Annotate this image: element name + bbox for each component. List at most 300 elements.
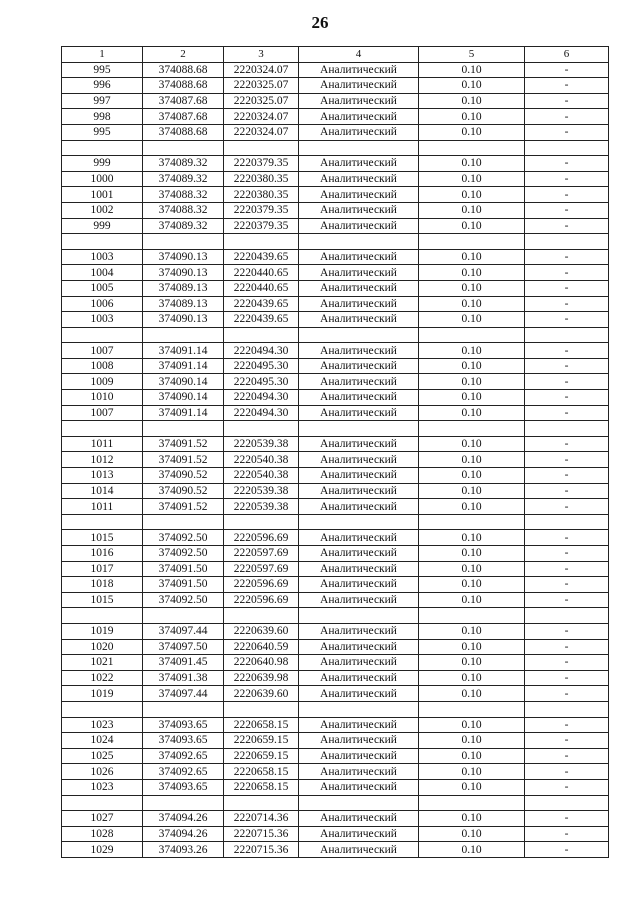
y-coordinate-cell: 2220658.15: [224, 764, 299, 780]
x-coordinate-cell: 374094.26: [143, 811, 224, 827]
description-cell: -: [525, 171, 609, 187]
y-coordinate-cell: 2220494.30: [224, 405, 299, 421]
description-cell: -: [525, 733, 609, 749]
point-number-cell: [62, 421, 143, 437]
description-cell: -: [525, 358, 609, 374]
x-coordinate-cell: 374089.32: [143, 171, 224, 187]
table-row: [62, 93, 609, 109]
description-cell: -: [525, 561, 609, 577]
description-cell: -: [525, 764, 609, 780]
method-cell: Аналитический: [299, 436, 419, 452]
y-coordinate-cell: 2220596.69: [224, 577, 299, 593]
method-cell: Аналитический: [299, 639, 419, 655]
method-cell: Аналитический: [299, 842, 419, 858]
method-cell: Аналитический: [299, 358, 419, 374]
method-cell: Аналитический: [299, 733, 419, 749]
point-number-cell: 999: [62, 218, 143, 234]
y-coordinate-cell: 2220379.35: [224, 156, 299, 172]
point-number-cell: 1019: [62, 623, 143, 639]
x-coordinate-cell: [143, 140, 224, 156]
description-cell: -: [525, 670, 609, 686]
y-coordinate-cell: 2220639.60: [224, 623, 299, 639]
y-coordinate-cell: 2220659.15: [224, 733, 299, 749]
y-coordinate-cell: 2220325.07: [224, 78, 299, 94]
y-coordinate-cell: [224, 421, 299, 437]
description-cell: -: [525, 249, 609, 265]
y-coordinate-cell: 2220639.98: [224, 670, 299, 686]
description-cell: [525, 140, 609, 156]
table-row: [62, 779, 609, 795]
column-header: 1: [62, 47, 143, 63]
y-coordinate-cell: [224, 701, 299, 717]
table-row: [62, 62, 609, 78]
method-cell: Аналитический: [299, 826, 419, 842]
y-coordinate-cell: 2220439.65: [224, 296, 299, 312]
x-coordinate-cell: 374087.68: [143, 109, 224, 125]
y-coordinate-cell: 2220715.36: [224, 826, 299, 842]
accuracy-cell: 0.10: [419, 733, 525, 749]
table-row: [62, 171, 609, 187]
point-number-cell: 1019: [62, 686, 143, 702]
description-cell: -: [525, 592, 609, 608]
table-row: [62, 608, 609, 624]
y-coordinate-cell: 2220597.69: [224, 546, 299, 562]
description-cell: [525, 514, 609, 530]
point-number-cell: 1007: [62, 343, 143, 359]
method-cell: Аналитический: [299, 499, 419, 515]
x-coordinate-cell: 374087.68: [143, 93, 224, 109]
x-coordinate-cell: [143, 327, 224, 343]
x-coordinate-cell: 374090.14: [143, 374, 224, 390]
x-coordinate-cell: 374090.13: [143, 312, 224, 328]
x-coordinate-cell: 374090.14: [143, 390, 224, 406]
description-cell: -: [525, 280, 609, 296]
description-cell: -: [525, 811, 609, 827]
point-number-cell: 1015: [62, 530, 143, 546]
accuracy-cell: 0.10: [419, 592, 525, 608]
accuracy-cell: 0.10: [419, 499, 525, 515]
table-row: [62, 655, 609, 671]
table-row: [62, 842, 609, 858]
description-cell: [525, 327, 609, 343]
table-row: [62, 296, 609, 312]
point-number-cell: 1020: [62, 639, 143, 655]
description-cell: -: [525, 639, 609, 655]
method-cell: Аналитический: [299, 343, 419, 359]
table-row: [62, 234, 609, 250]
description-cell: -: [525, 452, 609, 468]
x-coordinate-cell: 374091.52: [143, 436, 224, 452]
description-cell: [525, 421, 609, 437]
x-coordinate-cell: 374094.26: [143, 826, 224, 842]
accuracy-cell: [419, 701, 525, 717]
table-header-row: [62, 47, 609, 63]
point-number-cell: 1014: [62, 483, 143, 499]
x-coordinate-cell: 374092.50: [143, 530, 224, 546]
x-coordinate-cell: 374091.14: [143, 358, 224, 374]
method-cell: [299, 608, 419, 624]
y-coordinate-cell: 2220380.35: [224, 171, 299, 187]
point-number-cell: 1000: [62, 171, 143, 187]
x-coordinate-cell: 374093.26: [143, 842, 224, 858]
y-coordinate-cell: 2220539.38: [224, 499, 299, 515]
x-coordinate-cell: 374088.68: [143, 78, 224, 94]
y-coordinate-cell: 2220640.59: [224, 639, 299, 655]
table-row: [62, 811, 609, 827]
method-cell: Аналитический: [299, 187, 419, 203]
table-row: [62, 436, 609, 452]
accuracy-cell: 0.10: [419, 202, 525, 218]
point-number-cell: [62, 514, 143, 530]
method-cell: Аналитический: [299, 483, 419, 499]
point-number-cell: 997: [62, 93, 143, 109]
method-cell: Аналитический: [299, 748, 419, 764]
table-row: [62, 374, 609, 390]
accuracy-cell: 0.10: [419, 779, 525, 795]
y-coordinate-cell: [224, 795, 299, 811]
x-coordinate-cell: 374091.52: [143, 452, 224, 468]
table-row: [62, 514, 609, 530]
y-coordinate-cell: 2220539.38: [224, 483, 299, 499]
method-cell: Аналитический: [299, 390, 419, 406]
y-coordinate-cell: 2220324.07: [224, 124, 299, 140]
x-coordinate-cell: 374091.14: [143, 405, 224, 421]
point-number-cell: 1018: [62, 577, 143, 593]
description-cell: -: [525, 109, 609, 125]
y-coordinate-cell: 2220439.65: [224, 249, 299, 265]
y-coordinate-cell: 2220324.07: [224, 62, 299, 78]
table-row: [62, 639, 609, 655]
accuracy-cell: 0.10: [419, 748, 525, 764]
point-number-cell: 1011: [62, 436, 143, 452]
point-number-cell: [62, 701, 143, 717]
description-cell: -: [525, 655, 609, 671]
accuracy-cell: [419, 234, 525, 250]
x-coordinate-cell: 374090.13: [143, 265, 224, 281]
method-cell: Аналитический: [299, 811, 419, 827]
x-coordinate-cell: 374092.65: [143, 764, 224, 780]
accuracy-cell: 0.10: [419, 764, 525, 780]
point-number-cell: 1013: [62, 468, 143, 484]
method-cell: Аналитический: [299, 623, 419, 639]
table-row: [62, 795, 609, 811]
method-cell: Аналитический: [299, 452, 419, 468]
point-number-cell: 1010: [62, 390, 143, 406]
description-cell: -: [525, 826, 609, 842]
column-header: 3: [224, 47, 299, 63]
accuracy-cell: 0.10: [419, 546, 525, 562]
table-row: [62, 623, 609, 639]
x-coordinate-cell: [143, 608, 224, 624]
description-cell: -: [525, 686, 609, 702]
method-cell: [299, 514, 419, 530]
method-cell: Аналитический: [299, 577, 419, 593]
table-row: [62, 717, 609, 733]
y-coordinate-cell: [224, 327, 299, 343]
table-row: [62, 140, 609, 156]
x-coordinate-cell: [143, 234, 224, 250]
accuracy-cell: 0.10: [419, 842, 525, 858]
point-number-cell: [62, 140, 143, 156]
x-coordinate-cell: [143, 421, 224, 437]
table-row: [62, 124, 609, 140]
description-cell: -: [525, 343, 609, 359]
accuracy-cell: [419, 514, 525, 530]
table-row: [62, 686, 609, 702]
method-cell: Аналитический: [299, 764, 419, 780]
column-header: 4: [299, 47, 419, 63]
point-number-cell: 1004: [62, 265, 143, 281]
x-coordinate-cell: 374091.50: [143, 561, 224, 577]
accuracy-cell: 0.10: [419, 717, 525, 733]
method-cell: Аналитический: [299, 530, 419, 546]
x-coordinate-cell: 374093.65: [143, 733, 224, 749]
y-coordinate-cell: 2220494.30: [224, 343, 299, 359]
method-cell: Аналитический: [299, 592, 419, 608]
method-cell: Аналитический: [299, 62, 419, 78]
x-coordinate-cell: 374089.32: [143, 218, 224, 234]
accuracy-cell: 0.10: [419, 343, 525, 359]
table-row: [62, 327, 609, 343]
accuracy-cell: 0.10: [419, 358, 525, 374]
y-coordinate-cell: 2220640.98: [224, 655, 299, 671]
y-coordinate-cell: 2220379.35: [224, 202, 299, 218]
x-coordinate-cell: [143, 701, 224, 717]
description-cell: -: [525, 78, 609, 94]
description-cell: -: [525, 296, 609, 312]
point-number-cell: 1003: [62, 312, 143, 328]
accuracy-cell: 0.10: [419, 686, 525, 702]
description-cell: -: [525, 156, 609, 172]
accuracy-cell: [419, 421, 525, 437]
point-number-cell: 1002: [62, 202, 143, 218]
description-cell: [525, 701, 609, 717]
y-coordinate-cell: 2220440.65: [224, 280, 299, 296]
table-row: [62, 390, 609, 406]
point-number-cell: 1015: [62, 592, 143, 608]
method-cell: Аналитический: [299, 202, 419, 218]
accuracy-cell: 0.10: [419, 811, 525, 827]
description-cell: -: [525, 436, 609, 452]
accuracy-cell: [419, 327, 525, 343]
description-cell: -: [525, 124, 609, 140]
x-coordinate-cell: 374089.32: [143, 156, 224, 172]
x-coordinate-cell: [143, 795, 224, 811]
accuracy-cell: 0.10: [419, 670, 525, 686]
description-cell: -: [525, 577, 609, 593]
x-coordinate-cell: 374092.50: [143, 546, 224, 562]
table-row: [62, 748, 609, 764]
table-row: [62, 187, 609, 203]
y-coordinate-cell: 2220325.07: [224, 93, 299, 109]
accuracy-cell: [419, 140, 525, 156]
x-coordinate-cell: [143, 514, 224, 530]
accuracy-cell: 0.10: [419, 296, 525, 312]
description-cell: -: [525, 390, 609, 406]
accuracy-cell: 0.10: [419, 265, 525, 281]
method-cell: Аналитический: [299, 109, 419, 125]
table-row: [62, 312, 609, 328]
accuracy-cell: 0.10: [419, 655, 525, 671]
x-coordinate-cell: 374091.52: [143, 499, 224, 515]
point-number-cell: 1017: [62, 561, 143, 577]
point-number-cell: 1011: [62, 499, 143, 515]
x-coordinate-cell: 374097.50: [143, 639, 224, 655]
table-row: [62, 483, 609, 499]
y-coordinate-cell: 2220324.07: [224, 109, 299, 125]
y-coordinate-cell: 2220597.69: [224, 561, 299, 577]
point-number-cell: 996: [62, 78, 143, 94]
y-coordinate-cell: 2220715.36: [224, 842, 299, 858]
table-row: [62, 109, 609, 125]
accuracy-cell: 0.10: [419, 156, 525, 172]
x-coordinate-cell: 374088.32: [143, 187, 224, 203]
point-number-cell: 995: [62, 124, 143, 140]
point-number-cell: 1006: [62, 296, 143, 312]
y-coordinate-cell: 2220714.36: [224, 811, 299, 827]
description-cell: -: [525, 546, 609, 562]
table-row: [62, 202, 609, 218]
method-cell: Аналитический: [299, 546, 419, 562]
description-cell: -: [525, 748, 609, 764]
accuracy-cell: 0.10: [419, 483, 525, 499]
point-number-cell: 1023: [62, 717, 143, 733]
page-number: 26: [311, 13, 329, 32]
method-cell: Аналитический: [299, 670, 419, 686]
point-number-cell: 1016: [62, 546, 143, 562]
y-coordinate-cell: 2220494.30: [224, 390, 299, 406]
description-cell: -: [525, 779, 609, 795]
x-coordinate-cell: 374092.65: [143, 748, 224, 764]
accuracy-cell: 0.10: [419, 623, 525, 639]
x-coordinate-cell: 374091.50: [143, 577, 224, 593]
description-cell: -: [525, 405, 609, 421]
method-cell: [299, 234, 419, 250]
x-coordinate-cell: 374088.68: [143, 62, 224, 78]
accuracy-cell: 0.10: [419, 109, 525, 125]
x-coordinate-cell: 374089.13: [143, 296, 224, 312]
method-cell: [299, 327, 419, 343]
table-row: [62, 577, 609, 593]
point-number-cell: 1022: [62, 670, 143, 686]
accuracy-cell: 0.10: [419, 561, 525, 577]
method-cell: [299, 421, 419, 437]
point-number-cell: 1023: [62, 779, 143, 795]
table-row: [62, 701, 609, 717]
x-coordinate-cell: 374091.45: [143, 655, 224, 671]
point-number-cell: 998: [62, 109, 143, 125]
method-cell: Аналитический: [299, 717, 419, 733]
method-cell: Аналитический: [299, 686, 419, 702]
accuracy-cell: 0.10: [419, 187, 525, 203]
description-cell: -: [525, 468, 609, 484]
table-row: [62, 733, 609, 749]
table-row: [62, 156, 609, 172]
point-number-cell: 1024: [62, 733, 143, 749]
accuracy-cell: [419, 795, 525, 811]
description-cell: -: [525, 623, 609, 639]
accuracy-cell: 0.10: [419, 577, 525, 593]
point-number-cell: 1005: [62, 280, 143, 296]
accuracy-cell: 0.10: [419, 374, 525, 390]
method-cell: Аналитический: [299, 312, 419, 328]
point-number-cell: 1027: [62, 811, 143, 827]
method-cell: [299, 701, 419, 717]
y-coordinate-cell: 2220495.30: [224, 358, 299, 374]
accuracy-cell: 0.10: [419, 312, 525, 328]
method-cell: Аналитический: [299, 218, 419, 234]
description-cell: -: [525, 187, 609, 203]
table-row: [62, 280, 609, 296]
x-coordinate-cell: 374089.13: [143, 280, 224, 296]
table-row: [62, 561, 609, 577]
method-cell: [299, 795, 419, 811]
y-coordinate-cell: 2220380.35: [224, 187, 299, 203]
method-cell: Аналитический: [299, 296, 419, 312]
point-number-cell: [62, 608, 143, 624]
y-coordinate-cell: 2220540.38: [224, 468, 299, 484]
point-number-cell: [62, 795, 143, 811]
x-coordinate-cell: 374088.32: [143, 202, 224, 218]
x-coordinate-cell: 374093.65: [143, 717, 224, 733]
column-header: 2: [143, 47, 224, 63]
method-cell: Аналитический: [299, 374, 419, 390]
y-coordinate-cell: 2220658.15: [224, 717, 299, 733]
description-cell: -: [525, 374, 609, 390]
accuracy-cell: 0.10: [419, 405, 525, 421]
method-cell: Аналитический: [299, 171, 419, 187]
description-cell: -: [525, 202, 609, 218]
table-row: [62, 421, 609, 437]
point-number-cell: 1001: [62, 187, 143, 203]
table-row: [62, 546, 609, 562]
x-coordinate-cell: 374093.65: [143, 779, 224, 795]
point-number-cell: 1008: [62, 358, 143, 374]
point-number-cell: [62, 327, 143, 343]
accuracy-cell: 0.10: [419, 390, 525, 406]
method-cell: Аналитический: [299, 655, 419, 671]
y-coordinate-cell: 2220379.35: [224, 218, 299, 234]
accuracy-cell: 0.10: [419, 171, 525, 187]
coordinates-table: [61, 46, 609, 858]
column-header: 6: [525, 47, 609, 63]
method-cell: Аналитический: [299, 78, 419, 94]
point-number-cell: 1003: [62, 249, 143, 265]
y-coordinate-cell: 2220539.38: [224, 436, 299, 452]
description-cell: -: [525, 499, 609, 515]
table-row: [62, 468, 609, 484]
point-number-cell: 1012: [62, 452, 143, 468]
y-coordinate-cell: 2220540.38: [224, 452, 299, 468]
method-cell: Аналитический: [299, 249, 419, 265]
point-number-cell: 1029: [62, 842, 143, 858]
method-cell: Аналитический: [299, 93, 419, 109]
accuracy-cell: 0.10: [419, 93, 525, 109]
x-coordinate-cell: 374092.50: [143, 592, 224, 608]
description-cell: -: [525, 483, 609, 499]
point-number-cell: 1007: [62, 405, 143, 421]
point-number-cell: 1009: [62, 374, 143, 390]
y-coordinate-cell: 2220659.15: [224, 748, 299, 764]
x-coordinate-cell: 374091.14: [143, 343, 224, 359]
accuracy-cell: 0.10: [419, 530, 525, 546]
table-row: [62, 764, 609, 780]
description-cell: -: [525, 62, 609, 78]
table-row: [62, 265, 609, 281]
point-number-cell: 1025: [62, 748, 143, 764]
table-row: [62, 592, 609, 608]
method-cell: Аналитический: [299, 124, 419, 140]
